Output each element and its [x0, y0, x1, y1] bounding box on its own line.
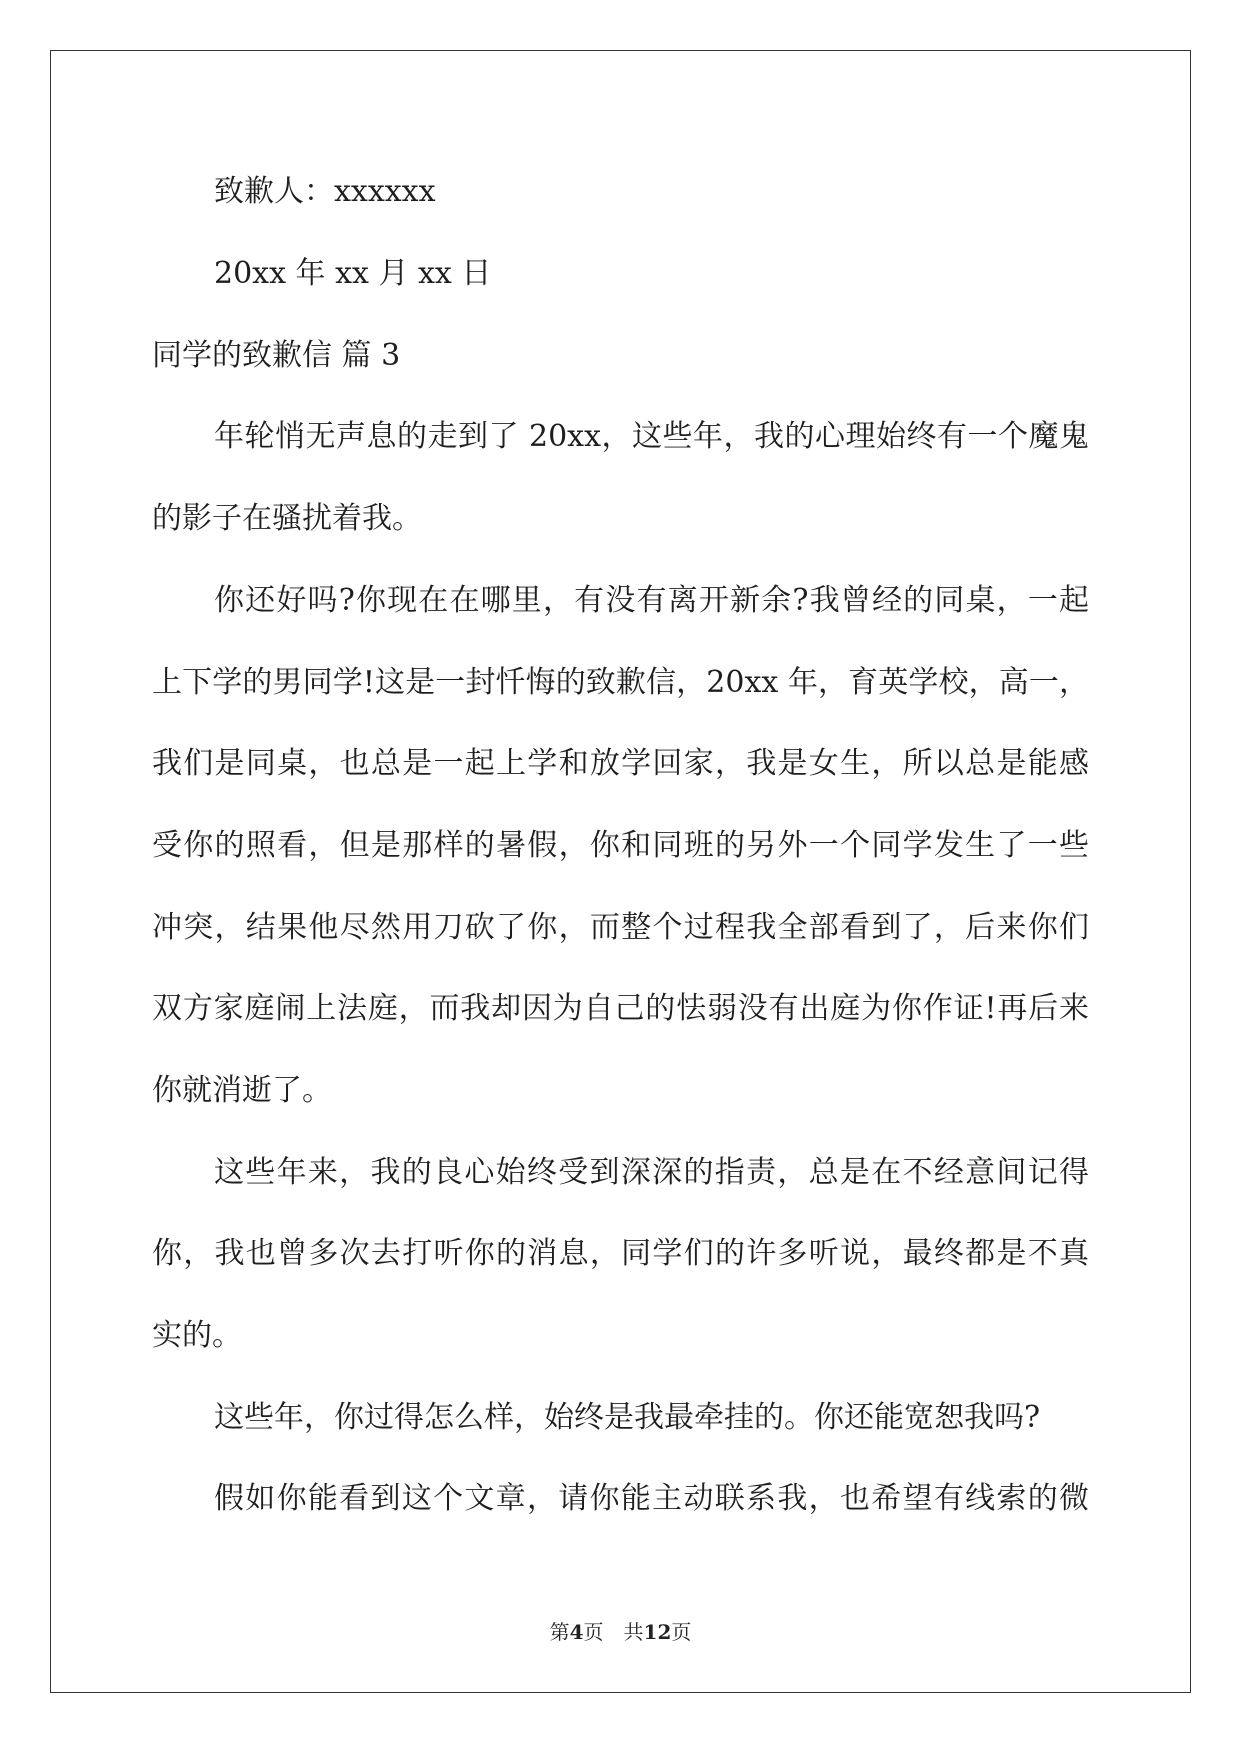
paragraph-line: 这些年，你过得怎么样，始终是我最牵挂的。你还能宽恕我吗? — [214, 1400, 1041, 1435]
paragraph-line: 你就消逝了。 — [152, 1073, 332, 1108]
paragraph-line: 年轮悄无声息的走到了 20xx，这些年，我的心理始终有一个魔鬼 — [214, 419, 1089, 454]
page-footer — [0, 1616, 1241, 1645]
paragraph-line: 双方家庭闹上法庭，而我却因为自己的怯弱没有出庭为你作证!再后来 — [152, 991, 1089, 1026]
date-line: 20xx 年 xx 月 xx 日 — [214, 256, 492, 291]
footer-middle: 页 共 — [583, 1620, 644, 1644]
paragraph-line: 假如你能看到这个文章，请你能主动联系我，也希望有线索的微 — [214, 1481, 1089, 1516]
paragraph-line: 实的。 — [152, 1318, 242, 1353]
total-page-count: 12 — [643, 1620, 672, 1644]
paragraph-line: 上下学的男同学!这是一封忏悔的致歉信，20xx 年，育英学校，高一， — [152, 665, 1089, 700]
paragraph-line: 这些年来，我的良心始终受到深深的指责，总是在不经意间记得 — [214, 1155, 1089, 1190]
section-heading: 同学的致歉信 篇 3 — [152, 338, 401, 373]
footer-prefix: 第 — [549, 1620, 570, 1644]
footer-suffix: 页 — [671, 1620, 692, 1644]
signature-line: 致歉人：xxxxxx — [214, 174, 436, 209]
paragraph-line: 的影子在骚扰着我。 — [152, 501, 422, 536]
paragraph-line: 冲突，结果他尽然用刀砍了你，而整个过程我全部看到了，后来你们 — [152, 910, 1089, 945]
paragraph-line: 我们是同桌，也总是一起上学和放学回家，我是女生，所以总是能感 — [152, 746, 1089, 781]
page-border — [50, 50, 1191, 1693]
paragraph-line: 你，我也曾多次去打听你的消息，同学们的许多听说，最终都是不真 — [152, 1236, 1089, 1271]
paragraph-line: 受你的照看，但是那样的暑假，你和同班的另外一个同学发生了一些 — [152, 828, 1089, 863]
paragraph-line: 你还好吗?你现在在哪里，有没有离开新余?我曾经的同桌，一起 — [214, 583, 1089, 618]
current-page-number: 4 — [569, 1620, 584, 1644]
